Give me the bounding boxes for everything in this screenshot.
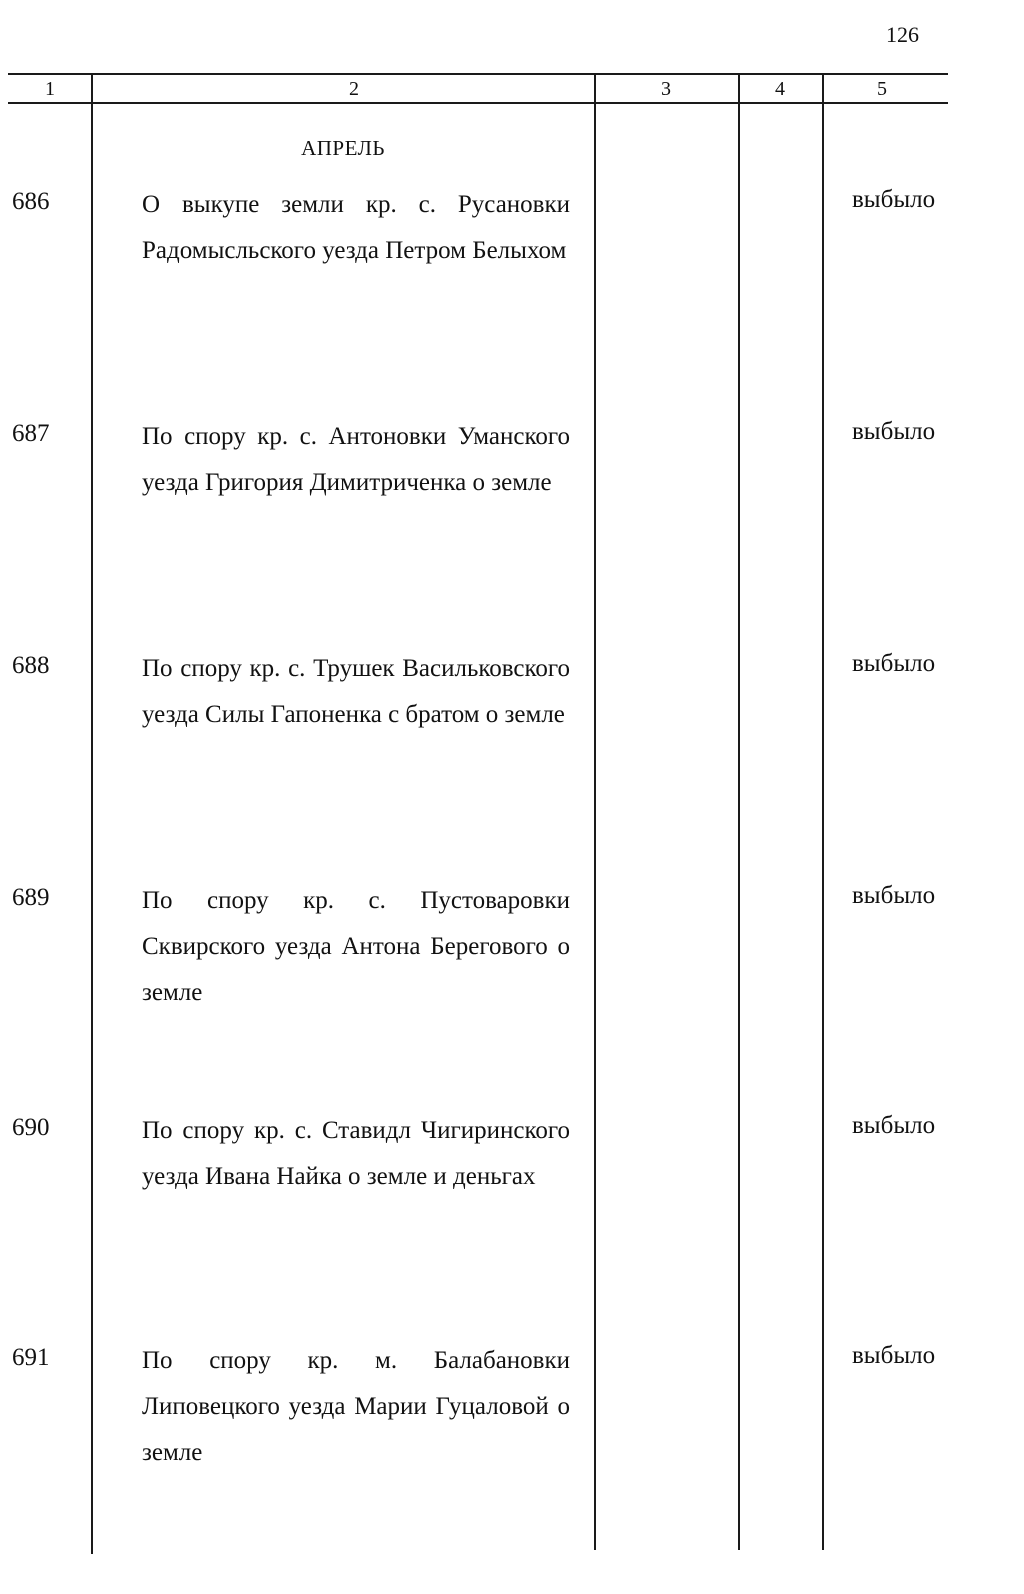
column-divider-2 [594,74,596,1550]
row-description: По спору кр. м. Балабановки Липовецкого уезда Марии Гуцаловой о земле [142,1347,570,1466]
row-description: По спору кр. с. Антоновки Уманского уезда Григория Димитриченка о земле [142,423,570,496]
row-description: По спору кр. с. Пустоваровки Сквирского уезда Антона Берегового о земле [142,887,570,1006]
row-number: 687 [12,420,50,447]
page-number: 126 [886,22,919,47]
row-status: выбыло [852,418,936,445]
column-header-1: 1 [45,78,55,100]
row-number: 689 [12,884,50,911]
row-number: 688 [12,652,50,679]
row-description: По спору кр. с. Ставидл Чигиринского уезда Ивана Найка о земле и деньгах [142,1117,570,1190]
table-top-rule [8,73,948,75]
column-divider-3 [738,74,740,1550]
row-number: 690 [12,1114,50,1141]
month-heading: АПРЕЛЬ [301,136,385,160]
column-header-3: 3 [661,78,671,100]
table-header-rule [8,102,948,104]
row-description: О выкупе земли кр. с. Русановки Радомысльского уезда Петром Белыхом [142,191,570,264]
row-status: выбыло [852,186,936,213]
row-status: выбыло [852,882,936,909]
column-header-2: 2 [349,78,359,100]
row-status: выбыло [852,1112,936,1139]
row-status: выбыло [852,1342,936,1369]
column-header-5: 5 [877,78,887,100]
column-header-4: 4 [775,78,785,100]
row-number: 691 [12,1344,50,1371]
column-divider-1 [91,74,93,1554]
row-number: 686 [12,188,50,215]
column-divider-4 [822,74,824,1550]
row-status: выбыло [852,650,936,677]
row-description: По спору кр. с. Трушек Васильковского уезда Силы Гапоненка с братом о земле [142,655,570,728]
